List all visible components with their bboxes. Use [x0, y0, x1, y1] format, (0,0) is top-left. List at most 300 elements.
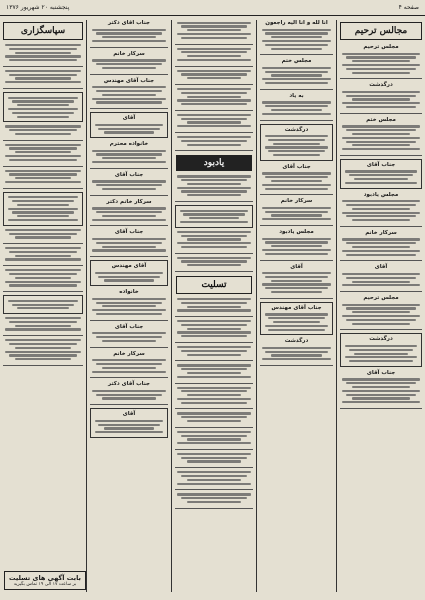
text-line [187, 306, 242, 308]
text-line [262, 218, 331, 220]
notice-heading: آقای [122, 411, 136, 418]
text-line [102, 36, 157, 38]
text-line [15, 358, 71, 360]
text-line [5, 125, 81, 127]
text-line [8, 97, 78, 99]
text-line [265, 44, 327, 46]
notice-heading: خانواده محترم [109, 141, 149, 148]
text-line [177, 136, 251, 138]
text-line [92, 180, 166, 182]
notice-heading: به یاد [289, 92, 304, 99]
text-line [181, 51, 247, 53]
text-line [177, 331, 251, 333]
text-line [177, 175, 251, 177]
text-line [181, 235, 247, 237]
text-line [262, 40, 331, 42]
text-line [265, 351, 327, 353]
text-line [98, 276, 159, 278]
text-line [271, 245, 322, 247]
notice-item [175, 298, 253, 317]
text-line [181, 103, 247, 105]
notice-item [3, 170, 83, 189]
text-line [181, 302, 247, 304]
text-line [342, 91, 420, 93]
notice-item [175, 471, 253, 490]
text-line [273, 321, 320, 323]
text-line [342, 304, 420, 306]
text-line [187, 121, 242, 123]
text-line [342, 212, 420, 214]
notice-heading: جناب آقای [114, 171, 144, 178]
text-line [352, 72, 409, 74]
notice-item [340, 230, 422, 262]
notice-heading: جناب آقای [114, 229, 144, 236]
text-line [92, 332, 166, 334]
text-line [352, 208, 409, 210]
text-line [92, 40, 166, 42]
notice-item [340, 44, 422, 79]
text-line [346, 215, 416, 217]
text-line [346, 106, 416, 108]
text-line [95, 431, 163, 433]
text-line [181, 260, 247, 262]
notice-item [340, 333, 422, 367]
text-line [12, 304, 75, 306]
notice-heading: سرکار خانم [113, 350, 145, 357]
notice-item [175, 412, 253, 427]
notice-item [175, 453, 253, 468]
text-line [181, 368, 247, 370]
text-line [102, 367, 157, 369]
notice-heading: خانواده [119, 289, 139, 296]
text-line [5, 170, 81, 172]
text-line [92, 29, 166, 31]
text-line [181, 190, 247, 192]
text-line [102, 67, 157, 69]
text-line [262, 238, 331, 240]
text-line [96, 242, 162, 244]
notice-item [175, 175, 253, 202]
text-line [265, 188, 327, 190]
text-line [262, 207, 331, 209]
text-line [12, 112, 75, 114]
text-line [265, 176, 327, 178]
text-line [102, 246, 157, 248]
text-line [9, 354, 77, 356]
notice-heading: سرکار خانم [365, 229, 397, 236]
text-line [104, 279, 154, 281]
notice-item [175, 22, 253, 45]
text-line [177, 346, 251, 348]
column-4 [257, 20, 336, 592]
text-line [177, 114, 251, 116]
text-line [5, 317, 81, 319]
text-line [9, 343, 77, 345]
text-line [96, 32, 162, 34]
notice-item [260, 338, 333, 366]
notice-item [175, 431, 253, 450]
text-line [265, 146, 328, 148]
notice-heading: درگذشت [369, 336, 393, 343]
text-line [342, 53, 420, 55]
text-line [17, 116, 69, 118]
text-line [181, 335, 247, 337]
text-line [342, 238, 420, 240]
text-line [181, 25, 247, 27]
text-line [92, 238, 166, 240]
text-line [352, 246, 409, 248]
notice-item [3, 92, 83, 122]
notice-heading: مجلس ختم [366, 116, 396, 123]
text-line [177, 59, 251, 61]
text-line [346, 68, 416, 70]
text-line [177, 398, 251, 400]
text-line [187, 501, 242, 503]
text-line [342, 102, 420, 104]
text-line [345, 345, 417, 347]
notice-heading: درگذشت [284, 126, 309, 133]
text-line [96, 153, 162, 155]
text-line [346, 319, 416, 321]
text-line [265, 276, 327, 278]
column-funerals [337, 20, 425, 592]
text-line [345, 182, 417, 184]
text-line [9, 233, 77, 235]
notice-item [3, 192, 83, 226]
text-line [177, 309, 251, 311]
condolence-ads-notice [4, 571, 86, 590]
text-line [9, 284, 77, 286]
notice-item [260, 58, 333, 90]
text-line [346, 204, 416, 206]
text-line [187, 420, 242, 422]
notice-item [90, 112, 168, 138]
text-line [104, 131, 154, 133]
text-line [15, 236, 71, 238]
notice-item [260, 20, 333, 55]
text-line [273, 143, 320, 145]
text-line [177, 70, 251, 72]
text-line [265, 313, 328, 315]
text-line [5, 351, 81, 353]
text-line [5, 328, 81, 330]
notice-item [90, 51, 168, 75]
text-line [187, 372, 242, 374]
text-line [9, 59, 77, 61]
text-line [15, 255, 71, 257]
text-line [349, 174, 414, 176]
text-line [96, 63, 162, 65]
text-line [5, 269, 81, 271]
notice-heading: جناب آقای [282, 163, 311, 170]
text-line [187, 354, 242, 356]
text-line [187, 144, 242, 146]
notice-item [340, 370, 422, 409]
notice-heading: درگذشت [284, 338, 309, 345]
notice-item [175, 114, 253, 133]
text-line [265, 71, 327, 73]
text-line [262, 67, 331, 69]
text-line [346, 277, 416, 279]
text-line [187, 328, 242, 330]
text-line [262, 101, 331, 103]
text-line [96, 313, 162, 315]
text-line [15, 133, 71, 135]
text-line [346, 382, 416, 384]
notice-heading: مجلس ختم [281, 58, 312, 65]
text-line [265, 241, 327, 243]
text-line [180, 210, 248, 212]
text-line [8, 108, 78, 110]
text-line [268, 139, 325, 141]
text-line [102, 340, 157, 342]
notice-item [3, 339, 83, 366]
text-line [96, 363, 162, 365]
text-line [342, 390, 420, 392]
text-line [346, 394, 416, 396]
text-line [181, 457, 247, 459]
text-line [346, 254, 416, 256]
text-line [12, 100, 75, 102]
text-line [187, 194, 242, 196]
text-line [96, 211, 162, 213]
text-line [262, 249, 331, 251]
text-line [342, 315, 420, 317]
text-line [346, 307, 416, 309]
text-line [271, 74, 322, 76]
text-line [15, 177, 71, 179]
notice-sub: بر ساعت ۱۷ الی ۱۹ تماس بگیرید [13, 582, 77, 587]
notice-item [175, 136, 253, 151]
text-line [9, 48, 77, 50]
text-line [9, 74, 77, 76]
text-line [262, 184, 331, 186]
notice-item [175, 48, 253, 67]
text-line [352, 323, 409, 325]
column-thanks [0, 20, 86, 592]
notice-item [175, 387, 253, 410]
text-line [342, 125, 420, 127]
text-line [271, 291, 322, 293]
text-line [96, 394, 162, 396]
text-line [12, 211, 75, 213]
text-line [271, 180, 322, 182]
text-line [352, 133, 409, 135]
notice-item [90, 324, 168, 348]
text-line [349, 349, 414, 351]
text-line [177, 99, 251, 101]
notice-item [175, 205, 253, 228]
notice-item [90, 381, 168, 405]
text-line [262, 358, 331, 360]
text-line [177, 387, 251, 389]
notice-item [3, 125, 83, 140]
text-line [177, 320, 251, 322]
text-line [181, 246, 247, 248]
text-line [262, 78, 331, 80]
text-line [92, 359, 166, 361]
text-line [181, 179, 247, 181]
text-line [92, 371, 166, 373]
text-line [187, 29, 242, 31]
text-line [262, 29, 331, 31]
text-line [187, 77, 242, 79]
text-line [104, 427, 154, 429]
text-line [95, 124, 163, 126]
text-line [177, 431, 251, 433]
text-line [262, 172, 331, 174]
text-line [187, 264, 242, 266]
text-line [177, 231, 251, 233]
text-line [8, 219, 78, 221]
text-line [265, 211, 327, 213]
text-line [187, 460, 242, 462]
text-line [352, 219, 409, 221]
notice-heading: سرکار خانم دکتر [106, 198, 152, 205]
text-line [9, 251, 77, 253]
text-line [177, 442, 251, 444]
text-line [268, 317, 325, 319]
text-line [92, 59, 166, 61]
text-line [265, 105, 327, 107]
notice-item [175, 364, 253, 383]
text-line [265, 82, 327, 84]
text-line [102, 305, 157, 307]
notice-heading: مجلس ترحیم [363, 295, 399, 302]
text-line [187, 479, 242, 481]
text-line [349, 360, 414, 362]
text-line [187, 394, 242, 396]
text-line [177, 187, 251, 189]
text-line [9, 321, 77, 323]
notice-heading: جناب آقای [114, 323, 144, 330]
text-line [352, 98, 409, 100]
notice-item [3, 144, 83, 167]
text-line [9, 159, 77, 161]
text-line [5, 247, 81, 249]
text-line [181, 402, 247, 404]
notice-item [260, 229, 333, 261]
text-line [187, 96, 242, 98]
text-line [95, 420, 163, 422]
text-line [9, 147, 77, 149]
column-title-thanks: سپاسگزاری [3, 22, 83, 40]
notice-item [175, 257, 253, 272]
notice-item [90, 199, 168, 227]
text-line [187, 438, 242, 440]
text-line [346, 56, 416, 58]
banner-memorial: یادبود [176, 155, 252, 171]
text-line [177, 242, 251, 244]
text-line [15, 277, 71, 279]
text-line [92, 219, 166, 221]
notice-item [175, 70, 253, 85]
text-line [5, 155, 81, 157]
text-line [181, 324, 247, 326]
text-line [12, 200, 75, 202]
text-line [342, 250, 420, 252]
text-line [265, 325, 328, 327]
text-line [17, 204, 69, 206]
notice-heading: جناب آقای [366, 369, 396, 376]
notice-item [340, 159, 422, 189]
text-line [345, 356, 417, 358]
notice-heading: مجلس ترحیم [363, 44, 399, 50]
text-line [342, 378, 420, 380]
text-line [92, 161, 166, 163]
notice-heading: انا لله و انا الیه راجعون [265, 20, 328, 26]
text-line [352, 144, 409, 146]
notice-item [260, 124, 333, 161]
text-line [342, 200, 420, 202]
text-line [273, 154, 320, 156]
text-line [177, 88, 251, 90]
text-line [262, 272, 331, 274]
text-line [92, 390, 166, 392]
text-line [15, 77, 71, 79]
notice-item [340, 264, 422, 292]
text-line [9, 173, 77, 175]
text-line [92, 86, 166, 88]
text-line [177, 48, 251, 50]
text-line [5, 258, 81, 260]
text-line [15, 52, 71, 54]
text-line [183, 213, 244, 215]
text-line [262, 113, 331, 115]
text-line [352, 281, 409, 283]
notice-item [340, 192, 422, 227]
text-line [92, 150, 166, 152]
notice-item [90, 408, 168, 438]
page-header [0, 0, 425, 16]
text-line [181, 73, 247, 75]
text-line [15, 347, 71, 349]
notice-heading: سرکار خانم [113, 50, 145, 57]
text-line [177, 298, 251, 300]
text-line [177, 257, 251, 259]
text-line [181, 350, 247, 352]
text-line [342, 64, 420, 66]
notice-item [175, 320, 253, 343]
banner-condolence: تسلیت [176, 276, 252, 294]
notice-heading: آقای [374, 264, 388, 271]
text-line [102, 157, 157, 159]
notice-item [3, 269, 83, 292]
notice-heading: آقای [290, 263, 303, 270]
text-line [345, 170, 417, 172]
text-line [5, 229, 81, 231]
text-line [180, 221, 248, 223]
issue-line: پنجشنبه ۲۰ شهریور ۱۳۷۶ [6, 4, 70, 11]
notice-heading: جناب آقای دکتر [108, 20, 150, 26]
notice-item [340, 295, 422, 330]
text-line [8, 300, 78, 302]
text-line [271, 354, 322, 356]
text-line [177, 364, 251, 366]
notice-heading: جناب آقای مهندس [103, 77, 155, 84]
text-line [96, 302, 162, 304]
text-line [354, 178, 407, 180]
text-line [342, 401, 420, 403]
notice-item [175, 231, 253, 254]
notice-item [175, 346, 253, 361]
notice-item [90, 78, 168, 110]
text-line [271, 109, 322, 111]
notice-item [3, 229, 83, 244]
notice-heading: جناب آقای دکتر [108, 381, 150, 388]
text-line [352, 311, 409, 313]
text-line [5, 181, 81, 183]
